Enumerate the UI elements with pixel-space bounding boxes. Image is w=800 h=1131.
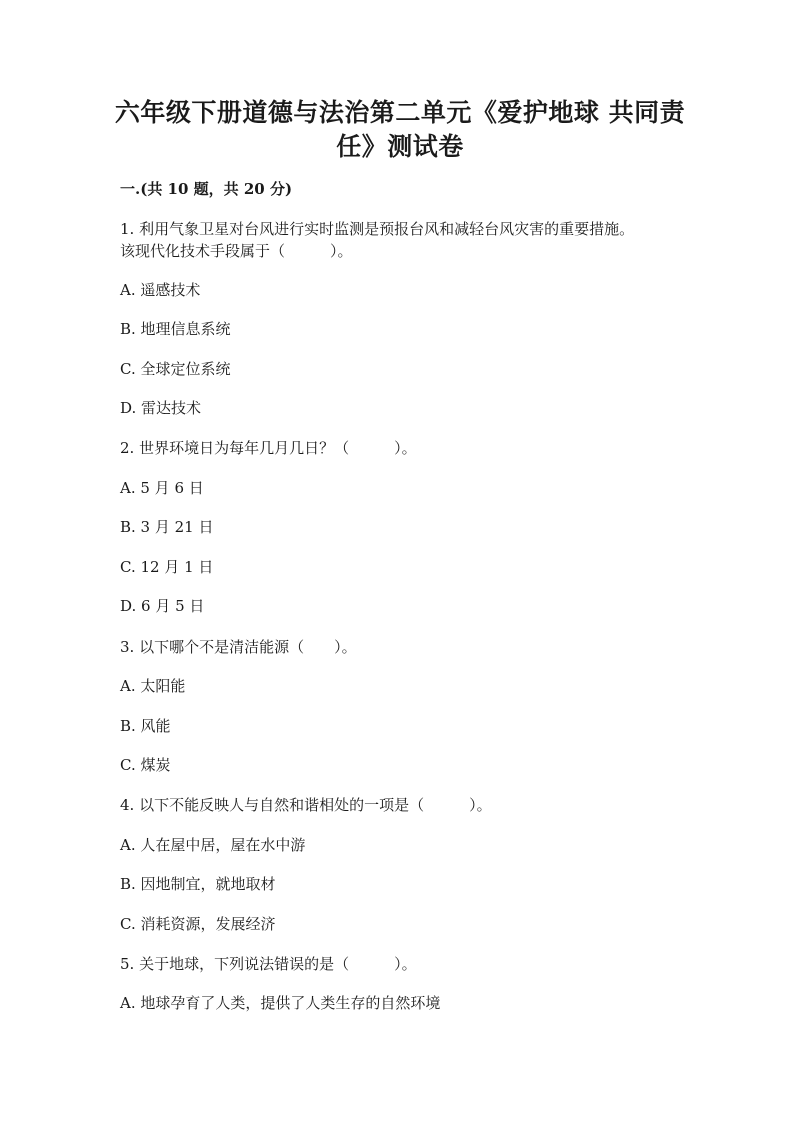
title-line-2: 任》测试卷: [336, 132, 464, 161]
question-2-option-c: C. 12 月 1 日: [120, 558, 214, 576]
question-4-option-b: B. 因地制宜，就地取材: [120, 875, 276, 893]
question-1-stem-line-1: 1. 利用气象卫星对台风进行实时监测是预报台风和减轻台风灾害的重要措施。: [120, 220, 635, 238]
question-5-option-a: A. 地球孕育了人类，提供了人类生存的自然环境: [120, 994, 441, 1012]
question-4-option-a: A. 人在屋中居，屋在水中游: [120, 836, 306, 854]
question-3-option-c: C. 煤炭: [120, 756, 171, 774]
question-5-stem: 5. 关于地球，下列说法错误的是（ ）。: [120, 955, 417, 973]
question-3-option-a: A. 太阳能: [120, 677, 186, 695]
title-line-1: 六年级下册道德与法治第二单元《爱护地球 共同责: [114, 98, 686, 127]
question-3-stem: 3. 以下哪个不是清洁能源（ ）。: [120, 638, 357, 656]
section-header: 一.(共 10 题，共 20 分): [120, 180, 293, 198]
question-3-option-b: B. 风能: [120, 717, 171, 735]
question-1-option-a: A. 遥感技术: [120, 281, 201, 299]
question-4-option-c: C. 消耗资源，发展经济: [120, 915, 276, 933]
question-1-stem-line-2: 该现代化技术手段属于（ ）。: [120, 242, 353, 260]
question-2-option-a: A. 5 月 6 日: [120, 479, 204, 497]
question-1-option-b: B. 地理信息系统: [120, 320, 231, 338]
question-2-option-b: B. 3 月 21 日: [120, 518, 214, 536]
question-1-option-d: D. 雷达技术: [120, 399, 202, 417]
page-title: [100, 96, 700, 164]
question-2-stem: 2. 世界环境日为每年几月几日？（ ）。: [120, 439, 417, 457]
question-4-stem: 4. 以下不能反映人与自然和谐相处的一项是（ ）。: [120, 796, 492, 814]
question-2-option-d: D. 6 月 5 日: [120, 597, 205, 615]
question-1-option-c: C. 全球定位系统: [120, 360, 231, 378]
